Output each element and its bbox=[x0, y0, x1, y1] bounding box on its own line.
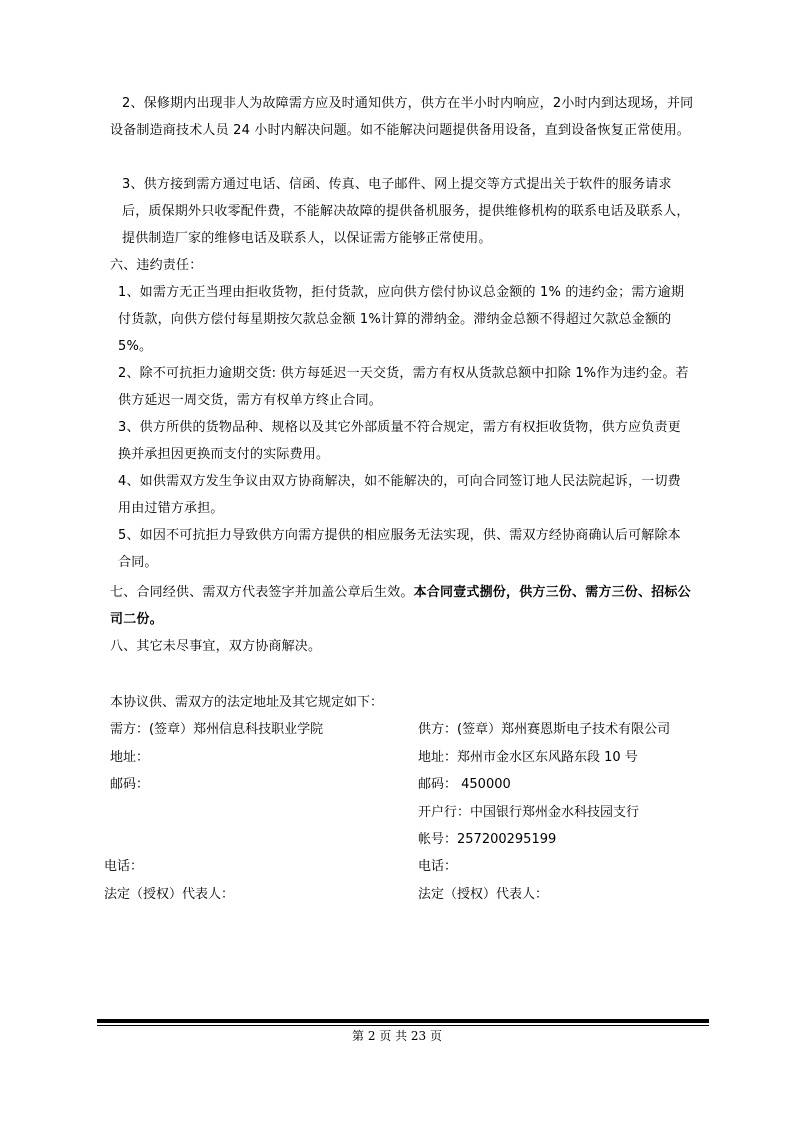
parties-intro: 本协议供、需双方的法定地址及其它规定如下： bbox=[110, 695, 384, 710]
buyer-postcode: 邮码： bbox=[110, 777, 150, 792]
clause-6-3: 3、供方所供的货物品种、规格以及其它外部质量不符合规定，需方有权拒收货物，供方应负责更换并承担因更换而支付的实际费用。 bbox=[118, 420, 681, 462]
buyer-name: 需方：(签章）郑州信息科技职业学院 bbox=[110, 722, 324, 737]
footer-rule-thick bbox=[97, 1019, 709, 1023]
seller-bank: 开户行：中国银行郑州金水科技园支行 bbox=[418, 805, 640, 820]
section-7 bbox=[110, 579, 694, 633]
seller-address: 地址：郑州市金水区东风路东段 10 号 bbox=[418, 750, 638, 765]
section-7-text: 七、合同经供、需双方代表签字并加盖公章后生效。 bbox=[110, 585, 414, 600]
clause-6-4: 4、如供需双方发生争议由双方协商解决，如不能解决的，可向合同签订地人民法院起诉，一切费用由过错方承担。 bbox=[118, 474, 681, 516]
clause-6-2: 2、除不可抗拒力逾期交货: 供方每延迟一天交货，需方有权从货款总额中扣除 1%作为违约金。若供方延迟一周交货，需方有权单方终止合同。 bbox=[118, 366, 689, 408]
seller-representative: 法定（授权）代表人： bbox=[418, 887, 549, 902]
buyer-representative: 法定（授权）代表人： bbox=[104, 887, 235, 902]
buyer-phone: 电话： bbox=[104, 859, 144, 874]
seller-name: 供方：(签章）郑州赛恩斯电子技术有限公司 bbox=[418, 722, 671, 737]
section-6-heading: 六、违约责任： bbox=[110, 258, 203, 273]
footer-rule-thin bbox=[97, 1025, 709, 1026]
seller-postcode: 邮码： 450000 bbox=[418, 777, 511, 792]
section-7-copies: 本合同壹式捌份，供方三份、需方三份、招标公司二份。 bbox=[110, 585, 691, 627]
clause-6-5: 5、如因不可抗拒力导致供方向需方提供的相应服务无法实现，供、需双方经协商确认后可解除本合同。 bbox=[118, 528, 681, 570]
clause-6-1: 1、如需方无正当理由拒收货物，拒付货款，应向供方偿付协议总金额的 1% 的违约金；需方逾期付货款，向供方偿付每星期按欠款总金额 1%计算的滞纳金。滞纳金总额不得超过欠款总金额的 5%。 bbox=[118, 285, 685, 354]
clause-2: 2、保修期内出现非人为故障需方应及时通知供方，供方在半小时内响应，2小时内到达现场，并同设备制造商技术人员 24 小时内解决问题。如不能解决问题提供备用设备，直到设备恢复正常使用。 bbox=[110, 96, 694, 138]
seller-phone: 电话： bbox=[418, 859, 458, 874]
seller-account: 帐号：257200295199 bbox=[418, 832, 557, 847]
page-number: 第 2 页 共 23 页 bbox=[352, 1029, 442, 1043]
section-8: 八、其它未尽事宜，双方协商解决。 bbox=[110, 639, 322, 654]
clause-3: 3、供方接到需方通过电话、信函、传真、电子邮件、网上提交等方式提出关于软件的服务请求后，质保期外只收零配件费，不能解决故障的提供备机服务，提供维修机构的联系电话及联系人，提供制造厂家的维修电话及联系人，以保证需方能够正常使用。 bbox=[122, 177, 690, 246]
buyer-address: 地址： bbox=[110, 750, 150, 765]
